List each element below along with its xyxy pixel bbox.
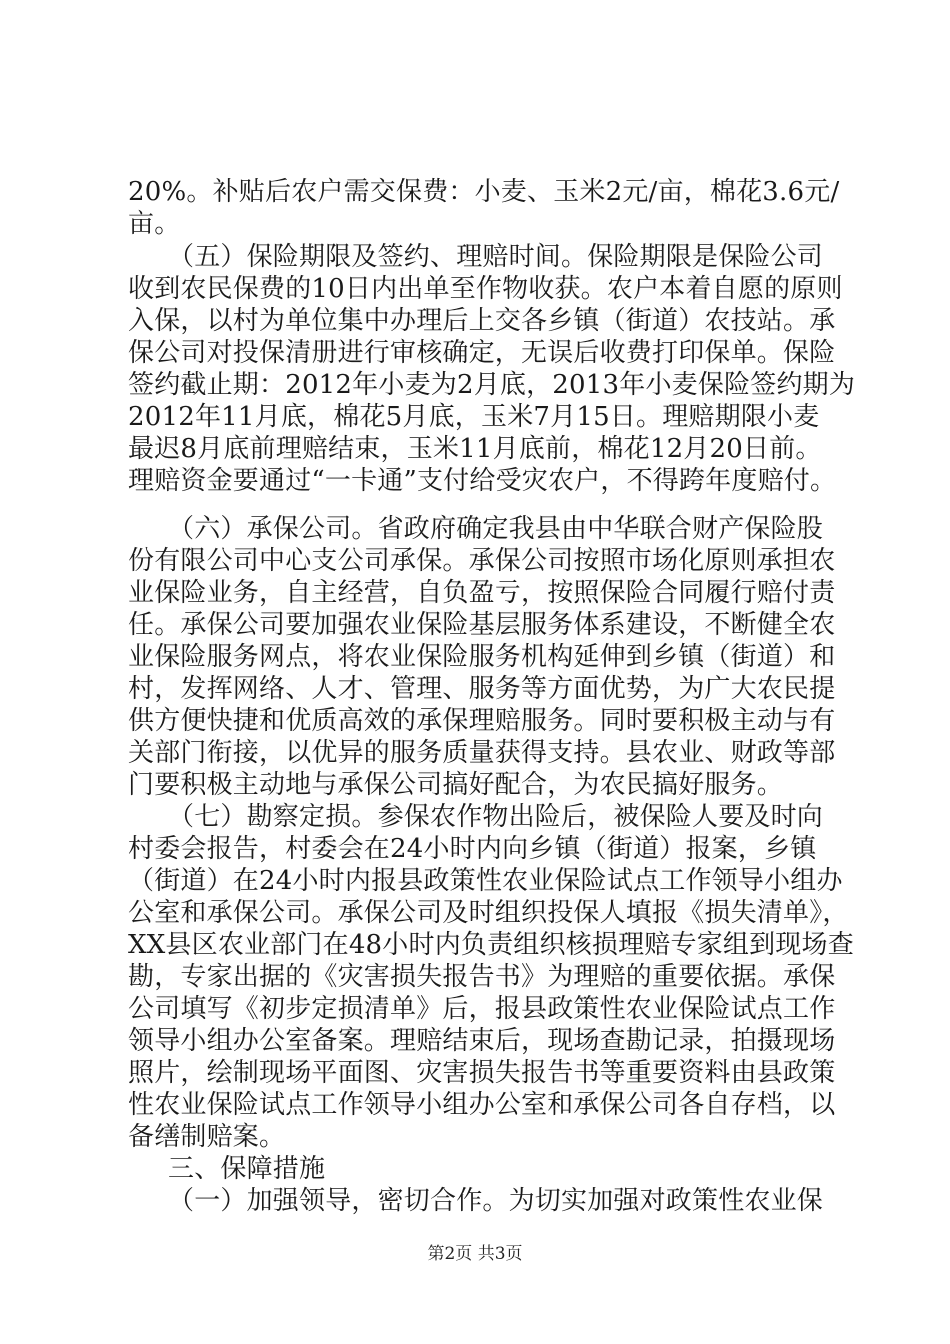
text-line-25: 勘，专家出据的《灾害损失报告书》为理赔的重要依据。承保 <box>128 962 836 992</box>
paragraph-6-heading: （六）承保公司。省政府确定我县由中华联合财产保险股 <box>168 514 824 544</box>
text-line-28: 照片，绘制现场平面图、灾害损失报告书等重要资料由县政策 <box>128 1058 836 1088</box>
text-line-7: 签约截止期：2012年小麦为2月底，2013年小麦保险签约期为 <box>128 370 856 400</box>
text-line-12: 份有限公司中心支公司承保。承保公司按照市场化原则承担农 <box>128 546 836 576</box>
text-line-4: 收到农民保费的10日内出单至作物收获。农户本着自愿的原则 <box>128 274 843 304</box>
text-line-14: 任。承保公司要加强农业保险基层服务体系建设，不断健全农 <box>128 610 836 640</box>
text-line-10: 理赔资金要通过“一卡通”支付给受灾农户，不得跨年度赔付。 <box>128 466 837 496</box>
text-line-22: （街道）在24小时内报县政策性农业保险试点工作领导小组办 <box>128 866 843 896</box>
text-line-9: 最迟8月底前理赔结束，玉米11月底前，棉花12月20日前。 <box>128 434 822 464</box>
subsection-1-heading: （一）加强领导，密切合作。为切实加强对政策性农业保 <box>168 1186 824 1216</box>
text-line-30: 备缮制赔案。 <box>128 1122 286 1152</box>
text-line-15: 业保险服务网点，将农业保险服务机构延伸到乡镇（街道）和 <box>128 642 836 672</box>
text-line-8: 2012年11月底，棉花5月底，玉米7月15日。理赔期限小麦 <box>128 402 820 432</box>
text-line-1: 20%。补贴后农户需交保费：小麦、玉米2元/亩，棉花3.6元/ <box>128 177 840 207</box>
text-line-5: 入保，以村为单位集中办理后上交各乡镇（街道）农技站。承 <box>128 306 836 336</box>
text-line-13: 业保险业务，自主经营，自负盈亏，按照保险合同履行赔付责 <box>128 578 836 608</box>
text-line-29: 性农业保险试点工作领导小组办公室和承保公司各自存档，以 <box>128 1090 836 1120</box>
page-footer: 第2页 共3页 <box>427 1244 523 1264</box>
text-line-21: 村委会报告，村委会在24小时内向乡镇（街道）报案，乡镇 <box>128 834 817 864</box>
text-line-23: 公室和承保公司。承保公司及时组织投保人填报《损失清单》， <box>128 898 849 928</box>
text-line-17: 供方便快捷和优质高效的承保理赔服务。同时要积极主动与有 <box>128 706 836 736</box>
text-line-18: 关部门衔接，以优异的服务质量获得支持。县农业、财政等部 <box>128 738 836 768</box>
paragraph-7-heading: （七）勘察定损。参保农作物出险后，被保险人要及时向 <box>168 802 824 832</box>
text-line-19: 门要积极主动地与承保公司搞好配合，为农民搞好服务。 <box>128 770 784 800</box>
text-line-6: 保公司对投保清册进行审核确定，无误后收费打印保单。保险 <box>128 338 836 368</box>
section-3-heading: 三、保障措施 <box>168 1154 326 1184</box>
text-line-26: 公司填写《初步定损清单》后，报县政策性农业保险试点工作 <box>128 994 836 1024</box>
text-line-24: XX县区农业部门在48小时内负责组织核损理赔专家组到现场查 <box>128 930 854 960</box>
text-line-2: 亩。 <box>128 209 181 239</box>
text-line-16: 村，发挥网络、人才、管理、服务等方面优势，为广大农民提 <box>128 674 836 704</box>
text-line-27: 领导小组办公室备案。理赔结束后，现场查勘记录，拍摄现场 <box>128 1026 836 1056</box>
paragraph-5-heading: （五）保险期限及签约、理赔时间。保险期限是保险公司 <box>168 242 824 272</box>
